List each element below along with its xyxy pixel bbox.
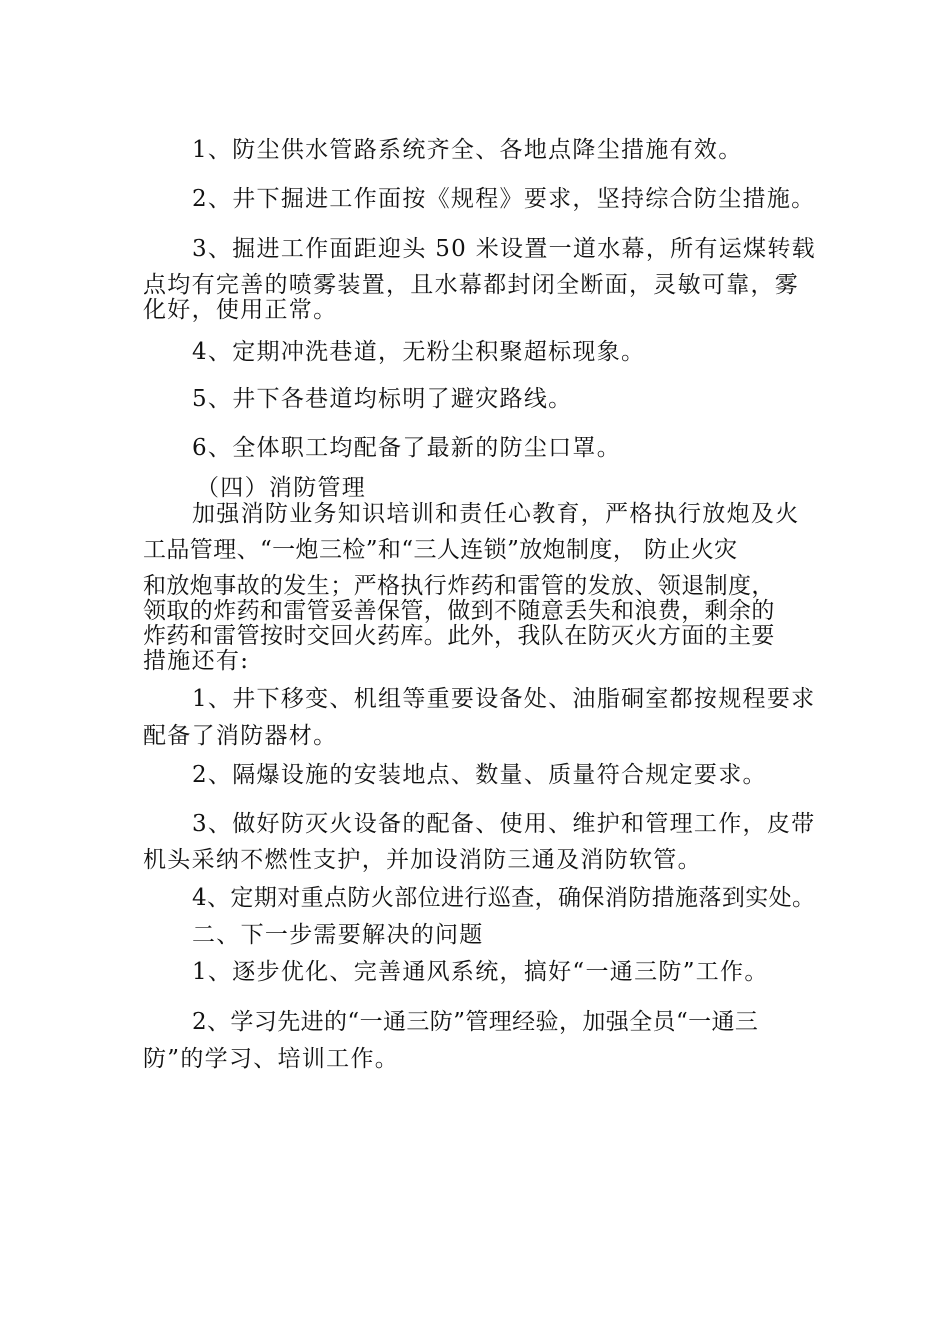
section-heading-fire: （四）消防管理 [196,475,367,501]
paragraph-next-1: 1、逐步优化、完善通风系统，搞好“一通三防”工作。 [192,959,769,985]
paragraph-dust-3-line-1: 3、掘进工作面距迎头 50 米设置一道水幕，所有运煤转载 [192,236,816,262]
paragraph-fire-4: 4、定期对重点防火部位进行巡查，确保消防措施落到实处。 [192,885,816,911]
paragraph-dust-5: 5、井下各巷道均标明了避灾路线。 [192,386,573,412]
paragraph-fire-intro-line-6: 措施还有: [143,648,250,674]
paragraph-fire-intro-line-5: 炸药和雷管按时交回火药库。此外，我队在防灭火方面的主要 [143,623,775,649]
paragraph-dust-2: 2、井下掘进工作面按《规程》要求，坚持综合防尘措施。 [192,186,816,212]
paragraph-fire-intro-line-1: 加强消防业务知识培训和责任心教育，严格执行放炮及火 [192,501,800,527]
paragraph-dust-6: 6、全体职工均配备了最新的防尘口罩。 [192,435,622,461]
paragraph-fire-intro-line-4: 领取的炸药和雷管妥善保管，做到不随意丢失和浪费，剩余的 [143,598,775,624]
paragraph-fire-intro-line-3: 和放炮事故的发生；严格执行炸药和雷管的发放、领退制度， [143,573,775,599]
paragraph-fire-3-line-1: 3、做好防灭火设备的配备、使用、维护和管理工作，皮带 [192,811,816,837]
paragraph-fire-1-line-2: 配备了消防器材。 [143,723,338,749]
paragraph-fire-2: 2、隔爆设施的安装地点、数量、质量符合规定要求。 [192,762,767,788]
paragraph-next-2-line-2: 防”的学习、培训工作。 [143,1046,400,1072]
paragraph-dust-1: 1、防尘供水管路系统齐全、各地点降尘措施有效。 [192,137,743,163]
paragraph-fire-intro-line-2: 工品管理、“一炮三检”和“三人连锁”放炮制度， 防止火灾 [143,537,738,563]
paragraph-dust-3-line-3: 化好，使用正常。 [143,297,338,323]
paragraph-dust-3-line-2: 点均有完善的喷雾装置，且水幕都封闭全断面，灵敏可靠，雾 [143,272,800,298]
paragraph-dust-4: 4、定期冲洗巷道，无粉尘积聚超标现象。 [192,339,646,365]
section-heading-next-steps: 二、下一步需要解决的问题 [192,922,484,948]
paragraph-next-2-line-1: 2、学习先进的“一通三防”管理经验，加强全员“一通三 [192,1009,759,1035]
paragraph-fire-3-line-2: 机头采纳不燃性支护，并加设消防三通及消防软管。 [143,847,702,873]
paragraph-fire-1-line-1: 1、井下移变、机组等重要设备处、油脂硐室都按规程要求 [192,686,816,712]
